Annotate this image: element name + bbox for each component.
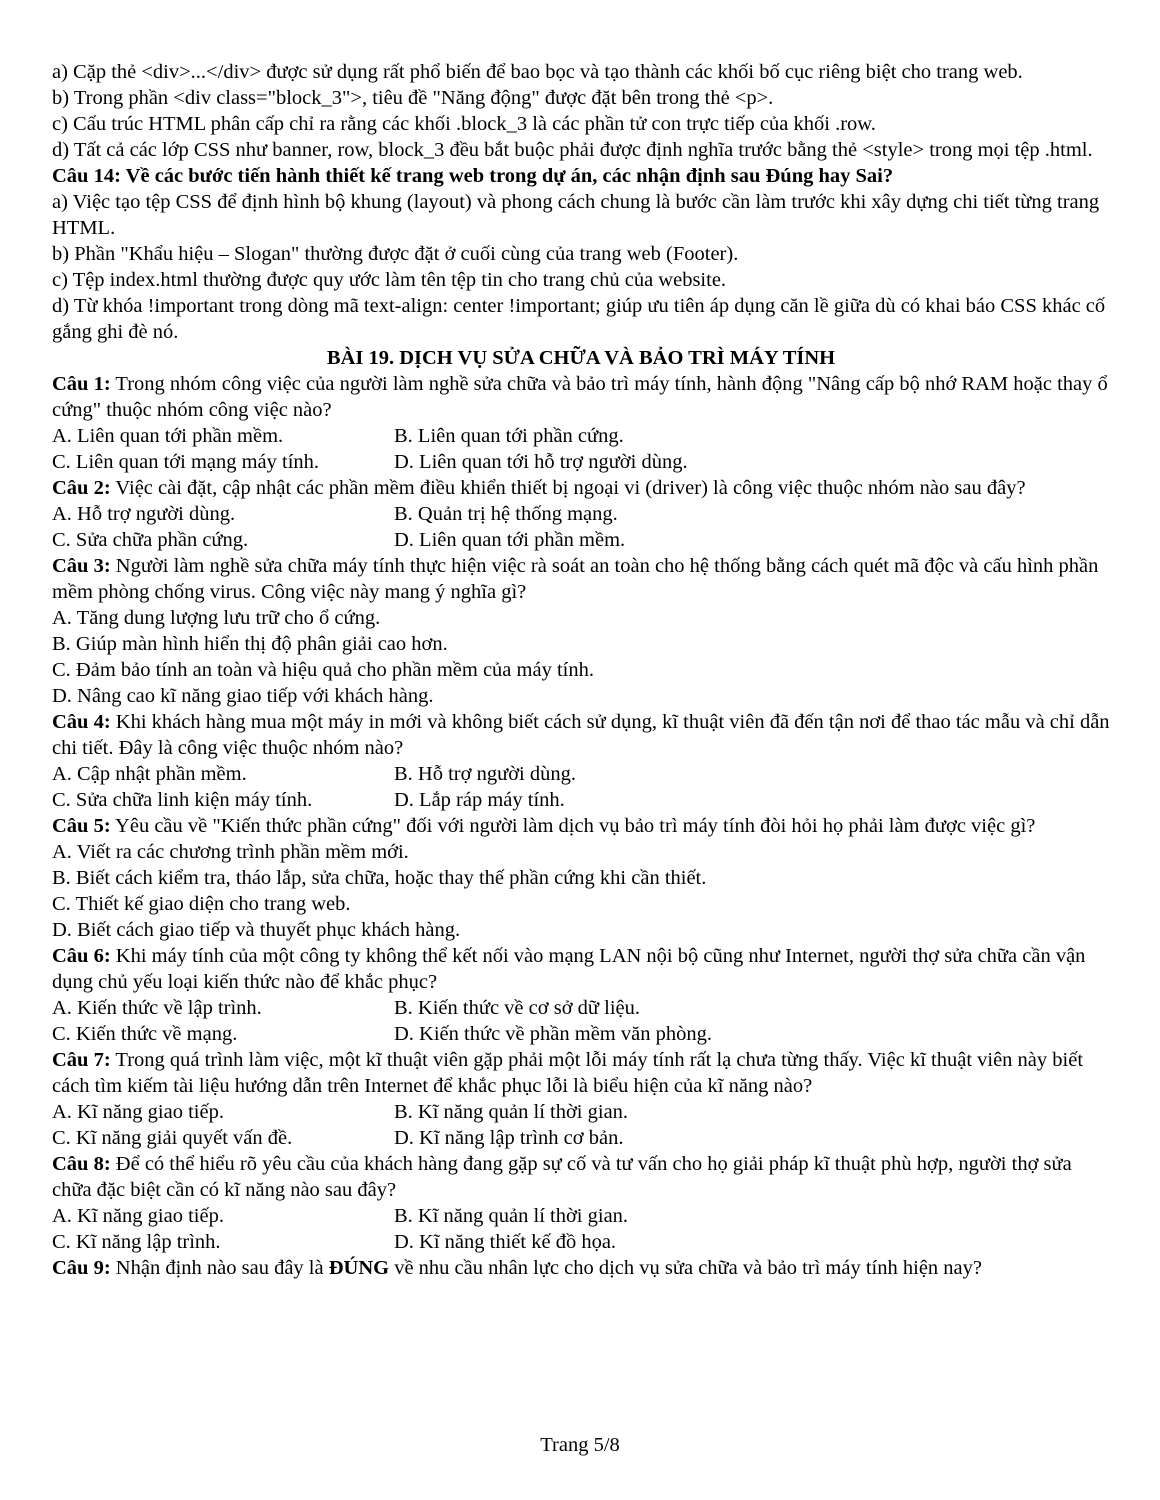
options-row <box>52 761 1110 787</box>
option-b: B. Giúp màn hình hiển thị độ phân giải cao hơn. <box>52 633 448 655</box>
prev-item-d: d) Tất cả các lớp CSS như banner, row, block_3 đều bắt buộc phải được định nghĩa trước bằng thẻ <style> trong mọi tệp .html. <box>52 139 1093 161</box>
question-label: Câu 7: <box>52 1049 111 1071</box>
question-3 <box>52 553 1110 605</box>
options-row <box>52 1021 1110 1047</box>
q14-item-b: b) Phần "Khẩu hiệu – Slogan" thường được đặt ở cuối cùng của trang web (Footer). <box>52 243 739 265</box>
option-b: B. Liên quan tới phần cứng. <box>394 425 624 447</box>
q14-item-d: d) Từ khóa !important trong dòng mã text-align: center !important; giúp ưu tiên áp dụng căn lề giữa dù có khai báo CSS khác cố gắng ghi đè nó. <box>52 295 1106 343</box>
option-a: A. Liên quan tới phần mềm. <box>52 425 284 447</box>
document-body <box>52 59 1110 1281</box>
option-b: B. Biết cách kiểm tra, tháo lắp, sửa chữa, hoặc thay thế phần cứng khi cần thiết. <box>52 867 707 889</box>
option-c: C. Kĩ năng giải quyết vấn đề. <box>52 1127 293 1149</box>
options-row <box>52 995 1110 1021</box>
question-label: Câu 5: <box>52 815 111 837</box>
option-b: B. Kĩ năng quản lí thời gian. <box>394 1101 629 1123</box>
prev-item-c: c) Cấu trúc HTML phân cấp chỉ ra rằng các khối .block_3 là các phần tử con trực tiếp của khối .row. <box>52 113 876 135</box>
question-emphasis: ĐÚNG <box>328 1257 390 1279</box>
question-text: Yêu cầu về "Kiến thức phần cứng" đối với người làm dịch vụ bảo trì máy tính đòi hỏi họ phải làm được việc gì? <box>110 815 1036 837</box>
option-c: C. Thiết kế giao diện cho trang web. <box>52 893 351 915</box>
prev-item-a: a) Cặp thẻ <div>...</div> được sử dụng rất phổ biến để bao bọc và tạo thành các khối bố cục riêng biệt cho trang web. <box>52 61 1023 83</box>
option-c: C. Sửa chữa phần cứng. <box>52 529 249 551</box>
option-c: C. Sửa chữa linh kiện máy tính. <box>52 789 313 811</box>
options-row <box>52 449 1110 475</box>
question-7 <box>52 1047 1110 1099</box>
option-a: A. Kĩ năng giao tiếp. <box>52 1205 224 1227</box>
option-d: D. Liên quan tới hỗ trợ người dùng. <box>394 451 688 473</box>
question-8 <box>52 1151 1110 1203</box>
question-label: Câu 6: <box>52 945 111 967</box>
option-d: D. Kiến thức về phần mềm văn phòng. <box>394 1023 712 1045</box>
question-text: Việc cài đặt, cập nhật các phần mềm điều khiển thiết bị ngoại vi (driver) là công việc thuộc nhóm nào sau đây? <box>110 477 1026 499</box>
option-d: D. Biết cách giao tiếp và thuyết phục khách hàng. <box>52 919 461 941</box>
option-c: C. Đảm bảo tính an toàn và hiệu quả cho phần mềm của máy tính. <box>52 659 594 681</box>
question-text: Để có thể hiểu rõ yêu cầu của khách hàng đang gặp sự cố và tư vấn cho họ giải pháp kĩ thuật phù hợp, người thợ sửa chữa đặc biệt cần có kĩ năng nào sau đây? <box>52 1153 1072 1201</box>
question-6 <box>52 943 1110 995</box>
option-d: D. Liên quan tới phần mềm. <box>394 529 626 551</box>
options-row <box>52 1125 1110 1151</box>
question-text-before: Nhận định nào sau đây là <box>110 1257 329 1279</box>
question-text-after: về nhu cầu nhân lực cho dịch vụ sửa chữa và bảo trì máy tính hiện nay? <box>389 1257 982 1279</box>
question-2 <box>52 475 1110 501</box>
option-c: C. Kiến thức về mạng. <box>52 1023 238 1045</box>
prev-item-b: b) Trong phần <div class="block_3">, tiêu đề "Năng động" được đặt bên trong thẻ <p>. <box>52 87 774 109</box>
question-label: Câu 3: <box>52 555 111 577</box>
question-text: Khi khách hàng mua một máy in mới và không biết cách sử dụng, kĩ thuật viên đã đến tận nơi để thao tác mẫu và chỉ dẫn chi tiết. Đây là công việc thuộc nhóm nào? <box>52 711 1110 759</box>
question-5 <box>52 813 1110 839</box>
option-d: D. Lắp ráp máy tính. <box>394 789 565 811</box>
option-a: A. Kiến thức về lập trình. <box>52 997 262 1019</box>
options-row <box>52 787 1110 813</box>
option-a: A. Kĩ năng giao tiếp. <box>52 1101 224 1123</box>
option-d: D. Kĩ năng thiết kế đồ họa. <box>394 1231 617 1253</box>
question-text: Khi máy tính của một công ty không thể kết nối vào mạng LAN nội bộ cũng như Internet, người thợ sửa chữa cần vận dụng chủ yếu loại kiến thức nào để khắc phục? <box>52 945 1086 993</box>
options-row <box>52 527 1110 553</box>
question-1 <box>52 371 1110 423</box>
option-d: D. Nâng cao kĩ năng giao tiếp với khách hàng. <box>52 685 434 707</box>
question-text: Trong quá trình làm việc, một kĩ thuật viên gặp phải một lỗi máy tính rất lạ chưa từng thấy. Việc kĩ thuật viên này biết cách tìm kiếm tài liệu hướng dẫn trên Internet để khắc phục lỗi là biểu hiện của kĩ năng nào? <box>52 1049 1084 1097</box>
question-9 <box>52 1255 1110 1281</box>
option-d: D. Kĩ năng lập trình cơ bản. <box>394 1127 624 1149</box>
question-label: Câu 2: <box>52 477 111 499</box>
lesson-title: BÀI 19. DỊCH VỤ SỬA CHỮA VÀ BẢO TRÌ MÁY TÍNH <box>326 347 836 369</box>
question-label: Câu 4: <box>52 711 111 733</box>
option-a: A. Hỗ trợ người dùng. <box>52 503 236 525</box>
question-text: Người làm nghề sửa chữa máy tính thực hiện việc rà soát an toàn cho hệ thống bằng cách quét mã độc và cấu hình phần mềm phòng chống virus. Công việc này mang ý nghĩa gì? <box>52 555 1099 603</box>
options-row <box>52 1229 1110 1255</box>
option-c: C. Liên quan tới mạng máy tính. <box>52 451 320 473</box>
question-label: Câu 9: <box>52 1257 111 1279</box>
options-row <box>52 1203 1110 1229</box>
question-14: Câu 14: Về các bước tiến hành thiết kế trang web trong dự án, các nhận định sau Đúng hay Sai? <box>52 165 894 187</box>
option-b: B. Hỗ trợ người dùng. <box>394 763 576 785</box>
option-c: C. Kĩ năng lập trình. <box>52 1231 221 1253</box>
question-label: Câu 1: <box>52 373 111 395</box>
question-4 <box>52 709 1110 761</box>
options-row <box>52 1099 1110 1125</box>
question-text: Trong nhóm công việc của người làm nghề sửa chữa và bảo trì máy tính, hành động "Nâng cấp bộ nhớ RAM hoặc thay ổ cứng" thuộc nhóm công việc nào? <box>52 373 1108 421</box>
option-a: A. Tăng dung lượng lưu trữ cho ổ cứng. <box>52 607 381 629</box>
option-b: B. Kiến thức về cơ sở dữ liệu. <box>394 997 641 1019</box>
option-a: A. Viết ra các chương trình phần mềm mới. <box>52 841 409 863</box>
q14-item-c: c) Tệp index.html thường được quy ước làm tên tệp tin cho trang chủ của website. <box>52 269 727 291</box>
option-b: B. Kĩ năng quản lí thời gian. <box>394 1205 629 1227</box>
options-row <box>52 501 1110 527</box>
option-a: A. Cập nhật phần mềm. <box>52 763 247 785</box>
page-number: Trang 5/8 <box>540 1434 620 1456</box>
options-row <box>52 423 1110 449</box>
option-b: B. Quản trị hệ thống mạng. <box>394 503 618 525</box>
q14-item-a: a) Việc tạo tệp CSS để định hình bộ khung (layout) và phong cách chung là bước cần làm trước khi xây dựng chi tiết từng trang HTML. <box>52 191 1100 239</box>
question-label: Câu 8: <box>52 1153 111 1175</box>
